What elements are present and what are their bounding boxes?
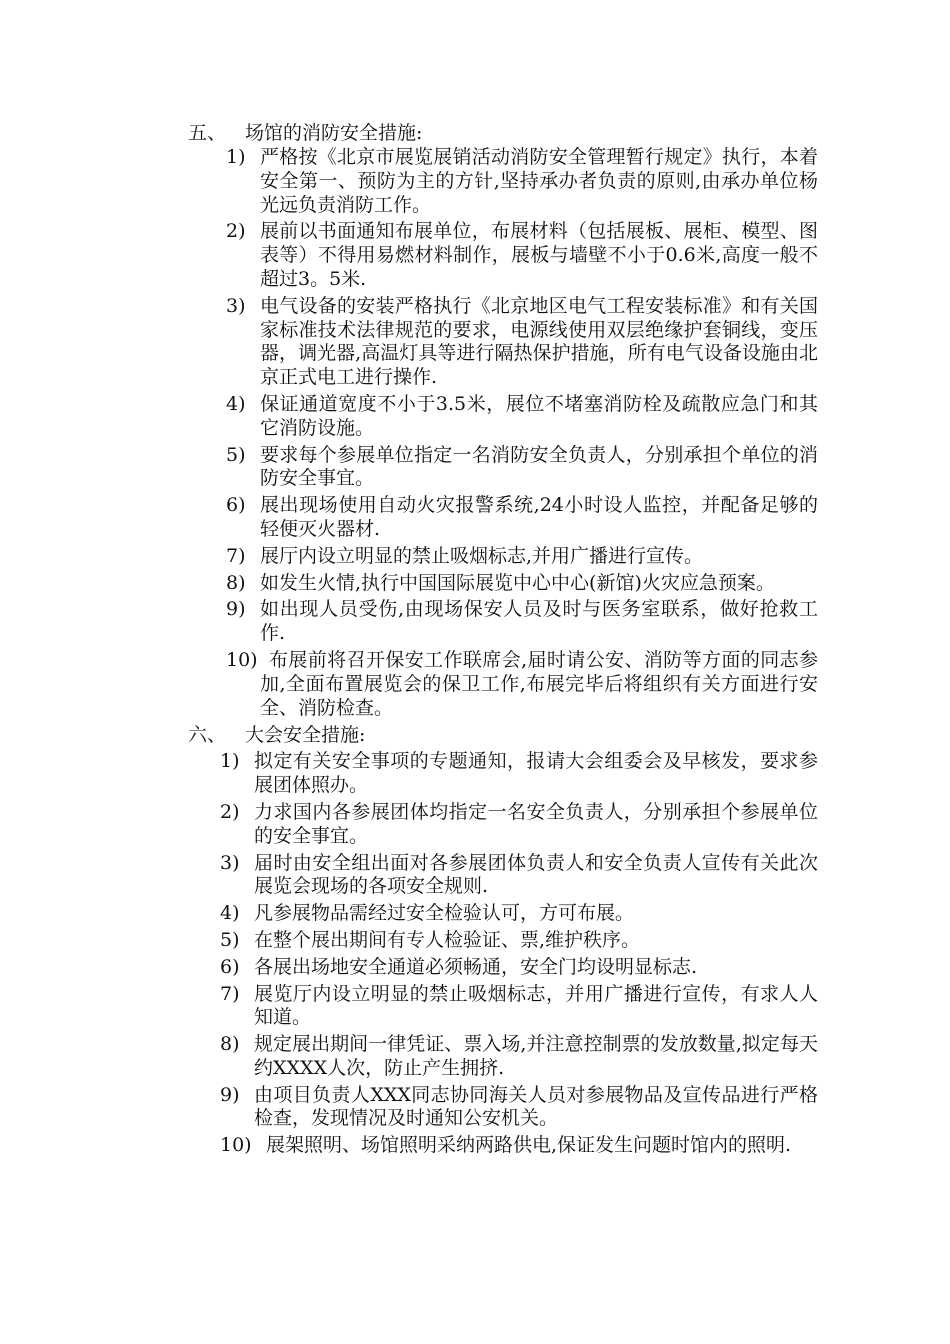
list-item bbox=[188, 146, 818, 217]
section-title: 大会安全措施: bbox=[245, 724, 366, 747]
item-marker: 7) bbox=[220, 982, 240, 1005]
list-item bbox=[188, 750, 818, 798]
list-item bbox=[188, 649, 818, 720]
list-item bbox=[188, 902, 818, 926]
list-item bbox=[188, 545, 818, 569]
item-text: 展前以书面通知布展单位，布展材料（包括展板、展柜、模型、图表等）不得用易燃材料制作，展板与墙壁不小于0.6米,高度一般不超过3。5米. bbox=[260, 220, 818, 290]
item-text: 力求国内各参展团体均指定一名安全负责人，分别承担个参展单位的安全事宜。 bbox=[254, 800, 818, 847]
list-item bbox=[188, 220, 818, 291]
section-heading-6 bbox=[188, 723, 818, 748]
section-title: 场馆的消防安全措施: bbox=[245, 122, 423, 144]
item-marker: 3) bbox=[226, 294, 246, 317]
item-text: 由项目负责人XXX同志协同海关人员对参展物品及宣传品进行严格检查，发现情况及时通知公安机关。 bbox=[254, 1083, 818, 1130]
item-marker: 4) bbox=[226, 392, 246, 415]
section-number: 六、 bbox=[188, 724, 227, 747]
list-item bbox=[188, 494, 818, 542]
item-text: 届时由安全组出面对各参展团体负责人和安全负责人宣传有关此次展览会现场的各项安全规则. bbox=[254, 851, 818, 898]
item-text: 在整个展出期间有专人检验证、票,维护秩序。 bbox=[254, 928, 641, 951]
item-marker: 8) bbox=[226, 571, 246, 594]
item-marker: 9) bbox=[226, 598, 246, 621]
list-item bbox=[188, 295, 818, 390]
item-marker: 5) bbox=[226, 443, 246, 466]
item-text: 如发生火情,执行中国国际展览中心中心(新馆)火灾应急预案。 bbox=[260, 571, 775, 594]
list-item bbox=[188, 983, 818, 1031]
list-item bbox=[188, 444, 818, 492]
list-item bbox=[188, 1033, 818, 1081]
item-text: 展出现场使用自动火灾报警系统,24小时设人监控，并配备足够的轻便灭火器材. bbox=[260, 494, 818, 540]
item-marker: 4) bbox=[220, 902, 240, 925]
item-marker: 5) bbox=[220, 928, 240, 951]
list-item bbox=[188, 598, 818, 646]
item-text: 拟定有关安全事项的专题通知，报请大会组委会及早核发，要求参展团体照办。 bbox=[254, 750, 818, 797]
list-item bbox=[188, 956, 818, 980]
document-body bbox=[188, 121, 818, 1161]
item-text: 要求每个参展单位指定一名消防安全负责人，分别承担个单位的消防安全事宜。 bbox=[260, 443, 818, 490]
item-marker: 2) bbox=[220, 800, 240, 823]
item-text: 展览厅内设立明显的禁止吸烟标志，并用广播进行宣传，有求人人知道。 bbox=[254, 982, 818, 1029]
fire-safety-list bbox=[188, 146, 818, 720]
item-marker: 10) bbox=[220, 1134, 252, 1157]
list-item bbox=[188, 572, 818, 596]
list-item bbox=[188, 929, 818, 953]
item-marker: 10) bbox=[226, 648, 258, 671]
section-heading-5 bbox=[188, 121, 818, 146]
item-text: 展架照明、场馆照明采纳两路供电,保证发生问题时馆内的照明. bbox=[266, 1134, 792, 1157]
item-text: 各展出场地安全通道必须畅通，安全门均设明显标志. bbox=[254, 955, 698, 978]
list-item bbox=[188, 1084, 818, 1132]
item-text: 电气设备的安装严格执行《北京地区电气工程安装标准》和有关国家标准技术法律规范的要求，电源线使用双层绝缘护套铜线，变压器，调光器,高温灯具等进行隔热保护措施，所有电气设备设施由北京正式电工进行操作. bbox=[260, 294, 818, 389]
item-text: 规定展出期间一律凭证、票入场,并注意控制票的发放数量,拟定每天约XXXX人次，防止产生拥挤. bbox=[254, 1033, 818, 1079]
event-safety-list bbox=[188, 750, 818, 1158]
item-text: 严格按《北京市展览展销活动消防安全管理暂行规定》执行，本着安全第一、预防为主的方针,坚持承办者负责的原则,由承办单位杨光远负责消防工作。 bbox=[260, 146, 818, 216]
item-text: 展厅内设立明显的禁止吸烟标志,并用广播进行宣传。 bbox=[260, 544, 704, 567]
item-text: 保证通道宽度不小于3.5米，展位不堵塞消防栓及疏散应急门和其它消防设施。 bbox=[260, 392, 818, 439]
list-item bbox=[188, 393, 818, 441]
item-text: 布展前将召开保安工作联席会,届时请公安、消防等方面的同志参加,全面布置展览会的保卫工作,布展完毕后将组织有关方面进行安全、消防检查。 bbox=[260, 648, 818, 719]
item-marker: 2) bbox=[226, 220, 246, 243]
item-marker: 7) bbox=[226, 544, 246, 567]
list-item bbox=[188, 852, 818, 900]
item-marker: 9) bbox=[220, 1083, 240, 1106]
item-text: 如出现人员受伤,由现场保安人员及时与医务室联系，做好抢救工作. bbox=[260, 598, 818, 645]
item-marker: 1) bbox=[226, 146, 246, 168]
item-marker: 3) bbox=[220, 851, 240, 874]
section-number: 五、 bbox=[188, 122, 227, 144]
item-marker: 6) bbox=[226, 494, 246, 517]
item-marker: 6) bbox=[220, 955, 240, 978]
item-marker: 8) bbox=[220, 1033, 240, 1056]
list-item bbox=[188, 801, 818, 849]
list-item bbox=[188, 1134, 818, 1158]
item-text: 凡参展物品需经过安全检验认可，方可布展。 bbox=[254, 902, 635, 925]
item-marker: 1) bbox=[220, 750, 240, 773]
